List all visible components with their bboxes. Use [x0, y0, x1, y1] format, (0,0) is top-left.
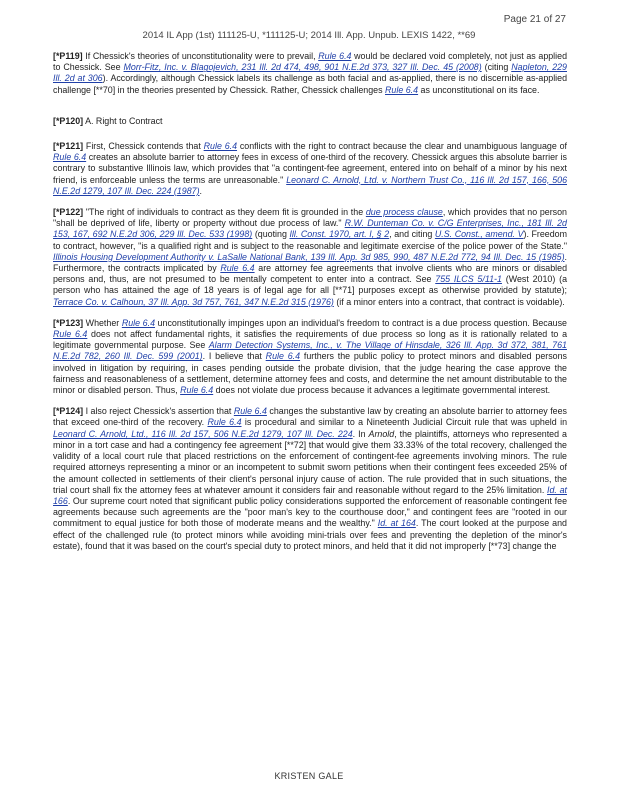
- paragraph-text: , which provides that no person "shall be deprived of life, liberty or property without due process of law.": [53, 207, 567, 229]
- paragraph-text: . In: [352, 428, 369, 439]
- citation-link[interactable]: 755 ILCS 5/11-1: [435, 274, 502, 285]
- paragraph-text: furthers the public policy to protect minors and disabled persons involved in litigation by requiring, in cases pending outside the probate division, that the judge hearing the case approve the fairness and reasonableness of a settlement, determine attorney fees and costs, and determine the net amount distributable to the minor or disabled person. Thus,: [53, 351, 567, 396]
- paragraph-text: . I believe that: [202, 351, 266, 362]
- citation-link[interactable]: Morr-Fitz, Inc. v. Blagojevich, 231 Ill. 2d 474, 498, 901 N.E.2d 373, 327 Ill. Dec. 45 (2008): [123, 62, 482, 73]
- paragraph-text: . The court looked at the purpose and effect of the challenged rule (to protect minors while avoiding mini-trials over fees and preventing the depletion of the minor's estate), found that it was based on the court's special duty to protect minors, and held that it did not improperly [**73] change the: [53, 518, 567, 551]
- paragraph-text: would be declared void completely, not just as applied to Chessick. See: [53, 51, 568, 73]
- citation-link[interactable]: Id. at 164: [377, 518, 416, 529]
- citation-link[interactable]: Rule 6.4: [207, 417, 242, 428]
- citation-link[interactable]: Rule 6.4: [318, 51, 352, 61]
- paragraph-text: (quoting: [252, 229, 290, 240]
- citation-link[interactable]: Alarm Detection Systems, Inc., v. The Village of Hinsdale, 326 Ill. App. 3d 372, 381, 761 N.E.2d 782, 260 Ill. Dec. 599 (2001): [53, 340, 567, 362]
- paragraph-text: , and citing: [389, 229, 435, 240]
- paragraph-text: A. Right to Contract: [83, 115, 163, 126]
- paragraph-text: If Chessick's theories of unconstitutionality were to prevail,: [82, 51, 319, 61]
- citation-link[interactable]: Terrace Co. v. Calhoun, 37 Ill. App. 3d 757, 761, 347 N.E.2d 315 (1976): [53, 296, 334, 307]
- citation-link[interactable]: U.S. Const., amend. V: [434, 229, 524, 240]
- citation-link[interactable]: Napleton, 229 Ill. 2d at 306: [53, 62, 567, 84]
- citation-link[interactable]: Rule 6.4: [180, 385, 214, 396]
- paragraph-text: is procedural and similar to a Nineteenth Judicial Circuit rule that was upheld in: [241, 417, 568, 428]
- paragraph-text: are attorney fee agreements that involve clients who are minors or disabled persons and, thus, are not presumed to be mentally competent to enter into a contract. See: [53, 263, 568, 285]
- paragraph-marker: [*P124]: [53, 406, 84, 417]
- paragraph-marker: [*P120]: [53, 115, 84, 126]
- paragraph-text: as unconstitutional on its face.: [418, 84, 540, 95]
- section-heading-right-to-contract: [53, 116, 567, 127]
- paragraph-p124: [53, 406, 567, 552]
- paragraph-marker: [*P119]: [53, 51, 83, 61]
- citation-link[interactable]: Rule 6.4: [53, 329, 88, 340]
- paragraph-text: (if a minor enters into a contract, that contract is voidable).: [333, 296, 565, 307]
- paragraph-marker: [*P122]: [53, 207, 84, 218]
- paragraph-text: ). Freedom to contract, however, "is a qualified right and is subject to the reasonable and legitimate exercise of the police power of the State.": [53, 229, 567, 251]
- paragraph-text: Whether: [83, 317, 122, 328]
- citation-link[interactable]: due process clause: [365, 207, 443, 218]
- running-head-citation: 2014 IL App (1st) 111125-U, *111125-U; 2014 Ill. App. Unpub. LEXIS 1422, **69: [142, 30, 476, 41]
- footer-name: KRISTEN GALE: [274, 771, 344, 781]
- citation-link[interactable]: Illinois Housing Development Authority v. LaSalle National Bank, 139 Ill. App. 3d 985, 990, 487 N.E.2d 772, 94 Ill. Dec. 15 (1985): [53, 251, 565, 262]
- paragraph-text: .: [199, 185, 202, 196]
- paragraph-text: I also reject Chessick's assertion that: [83, 406, 234, 417]
- citation-link[interactable]: Rule 6.4: [385, 84, 419, 95]
- paragraph-text: unconstitutionally impinges upon an individual's freedom to contract is a due process question. Because: [155, 317, 567, 328]
- citation-link[interactable]: Rule 6.4: [203, 141, 238, 152]
- page-number: Page 21 of 27: [503, 14, 566, 25]
- paragraph-text: does not violate due process because it advances a legitimate governmental interest.: [213, 385, 551, 396]
- paragraph-marker: [*P121]: [53, 141, 84, 152]
- citation-link[interactable]: R.W. Dunteman Co. v. C/G Enterprises, Inc., 181 Ill. 2d 153, 167, 692 N.E.2d 306, 229 Ill. Dec. 533 (1998): [53, 218, 567, 240]
- paragraph-p122: [53, 207, 567, 308]
- paragraph-text: First, Chessick contends that: [83, 141, 204, 152]
- paragraph-text: creates an absolute barrier to attorney fees in excess of one-third of the recovery. Chessick argues this absolute barrier is contrary to substantive Illinois law, which provides that "a contingent-fee agreement, entered into on behalf of a minor by his next friend, is enforceable unless the terms are unreasonable.": [53, 152, 567, 185]
- paragraph-p121: [53, 141, 567, 197]
- paragraph-text: . Furthermore, the contracts implicated by: [53, 251, 567, 274]
- paragraph-text: does not affect fundamental rights, it satisfies the requirements of due process so long as it is rationally related to a legitimate governmental purpose. See: [53, 329, 568, 351]
- paragraph-text: , the plaintiffs, attorneys who represented a minor in a tort case and had a contingency fee agreement [**72] that would give them 33.33% of the total recovery, challenged the validity of a local court rule that placed restrictions on the enforcement of contingent-fee agreements involving minors. The rule required attorneys representing a minor or an incompetent to submit sworn petitions when their contingent fees exceeded 25% of the amount collected in settlements of their client's personal injury cause of action. The rule provided that in such situations, the trial court shall fix the attorney fees at whatever amount it considers fair and reasonable without regard to the 25% limitation.: [53, 428, 567, 495]
- citation-link[interactable]: Leonard C. Arnold, Ltd. v. Northern Trust Co., 116 Ill. 2d 157, 166, 506 N.E.2d 1279, 107 Ill. Dec. 224 (1987): [53, 174, 568, 196]
- paragraph-text: (citing: [481, 62, 512, 73]
- citation-link[interactable]: Rule 6.4: [265, 351, 301, 362]
- paragraph-text: . Our supreme court noted that significant public policy considerations supported the enforcement of reasonable contingent fee agreements because such agreements are the "poor man's key to the courthouse door," and contingent fees are "rooted in our commitment to equal justice for both those of moderate means and the wealthy.": [53, 495, 567, 529]
- citation-link[interactable]: Rule 6.4: [121, 317, 156, 328]
- document-body: [53, 51, 567, 562]
- citation-link[interactable]: Leonard C. Arnold, Ltd., 116 Ill. 2d 157, 506 N.E.2d 1279, 107 Ill. Dec. 224: [53, 428, 353, 439]
- paragraph-text: Arnold: [368, 428, 395, 439]
- paragraph-text: "The right of individuals to contract as they deem fit is grounded in the: [83, 207, 366, 218]
- paragraph-text: changes the substantive law by creating an absolute barrier to attorney fees that exceed one-third of the recovery.: [53, 406, 567, 428]
- citation-link[interactable]: Rule 6.4: [233, 406, 267, 417]
- citation-link[interactable]: Rule 6.4: [53, 152, 87, 163]
- paragraph-text: conflicts with the right to contract because the clear and unambiguous language of: [237, 141, 567, 152]
- citation-link[interactable]: Rule 6.4: [220, 263, 255, 274]
- paragraph-text: (West 2010) (a person who has attained the age of 18 years is of legal age for all [**71] purposes except as otherwise provided by statute);: [53, 274, 568, 296]
- paragraph-marker: [*P123]: [53, 317, 84, 328]
- citation-link[interactable]: Id. at 166: [53, 484, 567, 506]
- paragraph-text: ). Accordingly, although Chessick labels its challenge as both facial and as-applied, there is no discernible as-applied challenge [**70] in the theories presented by Chessick. Rather, Chessick challenges: [53, 73, 568, 95]
- paragraph-p119: [53, 51, 567, 96]
- paragraph-p123: [53, 318, 567, 396]
- citation-link[interactable]: Ill. Const. 1970, art. I, § 2: [289, 229, 390, 240]
